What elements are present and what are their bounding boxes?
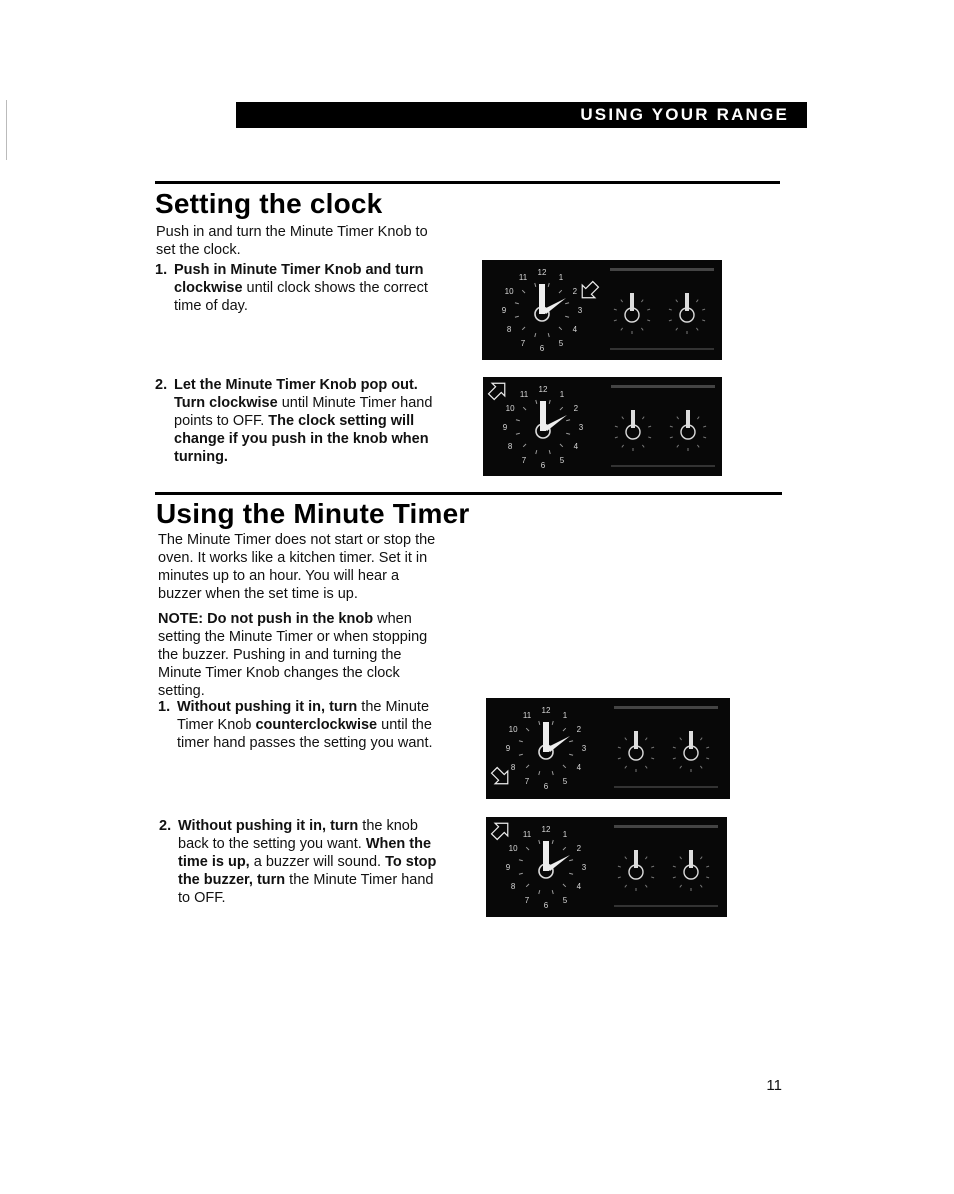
dial-tick xyxy=(539,771,540,775)
knob-tick xyxy=(706,758,709,759)
dial-tick xyxy=(563,765,566,768)
knob-tick xyxy=(618,758,621,759)
arrow-shape xyxy=(576,278,602,304)
clock-minute-hand xyxy=(543,415,567,431)
timer-intro-line: oven. It works like a kitchen timer. Set it in xyxy=(158,550,428,566)
step-bold: Turn clockwise xyxy=(174,395,278,411)
clock-dial-label: 11 xyxy=(519,390,529,400)
knob-tick xyxy=(625,857,627,859)
clock-dial-label: 9 xyxy=(501,306,507,315)
dial-tick xyxy=(515,303,519,304)
dial-tick xyxy=(552,721,553,725)
turn-arrow-icon xyxy=(485,377,511,403)
knob-tick xyxy=(669,309,672,310)
dial-tick xyxy=(565,303,569,304)
panel-label-strip xyxy=(614,786,718,788)
knob-tick xyxy=(669,320,672,321)
knob-tick xyxy=(696,328,698,330)
section-banner: USING YOUR RANGE xyxy=(236,102,807,128)
dial-tick xyxy=(526,884,529,887)
step-bold: Let the Minute Timer Knob pop out. xyxy=(174,377,418,393)
knob-tick xyxy=(700,738,702,740)
knob-tick xyxy=(647,309,650,310)
knob-tick xyxy=(697,445,699,447)
knob-tick xyxy=(615,437,618,438)
knob-tick xyxy=(673,866,676,867)
timer-step-2 xyxy=(159,817,468,907)
knob-tick xyxy=(677,417,679,419)
panel-label-strip xyxy=(614,706,718,709)
clock-dial-label: 8 xyxy=(510,763,516,772)
step-text: until Minute Timer hand xyxy=(277,395,433,411)
step-text: until clock shows the correct xyxy=(242,280,428,296)
timer-note xyxy=(158,610,458,700)
clock-dial-label: 5 xyxy=(562,895,568,905)
panel-drawing xyxy=(483,377,722,476)
clock-dial-label: 12 xyxy=(541,825,551,834)
dial-tick xyxy=(569,860,573,861)
knob-tick xyxy=(651,758,654,759)
dial-tick xyxy=(519,741,523,742)
knob-tick xyxy=(700,885,702,887)
knob-tick xyxy=(645,766,647,768)
clock-dial-label: 1 xyxy=(562,830,568,840)
step-bold: Push in Minute Timer Knob and turn xyxy=(174,262,424,278)
clock-dial-label: 7 xyxy=(520,338,526,348)
knob-tick xyxy=(622,417,624,419)
dial-tick xyxy=(523,444,526,447)
clock-dial-label: 3 xyxy=(581,863,587,872)
dial-tick xyxy=(539,840,540,844)
knob-tick xyxy=(702,309,705,310)
dial-tick xyxy=(515,316,519,317)
clock-dial-label: 7 xyxy=(521,455,527,465)
step-text: points to OFF. xyxy=(174,413,269,429)
step-bold: time is up, xyxy=(178,854,250,870)
knob-pointer xyxy=(686,410,690,428)
step-bold: When the xyxy=(365,836,432,852)
step-text: the Minute xyxy=(357,699,430,715)
clock-dial-label: 6 xyxy=(543,901,549,910)
clock-dial-label: 10 xyxy=(504,287,514,296)
panel-drawing xyxy=(482,260,722,360)
knob-tick xyxy=(614,309,617,310)
step-text: timer hand passes the setting you want. xyxy=(177,735,433,751)
knob-pointer xyxy=(634,850,638,868)
dial-tick xyxy=(519,873,523,874)
knob-tick xyxy=(703,437,706,438)
knob-tick xyxy=(614,320,617,321)
clock-dial-label: 7 xyxy=(524,895,530,905)
dial-tick xyxy=(548,283,549,287)
dial-tick xyxy=(523,407,526,410)
knob-tick xyxy=(641,328,643,330)
knob-tick xyxy=(641,300,643,302)
clock-dial-label: 5 xyxy=(559,455,565,465)
arrow-shape xyxy=(485,377,511,403)
dial-tick xyxy=(516,420,520,421)
clock-dial-label: 3 xyxy=(578,423,584,432)
control-panel-image xyxy=(482,260,722,360)
step-number: 2. xyxy=(155,377,168,393)
clock-minute-hand xyxy=(542,298,566,314)
clock-dial-label: 10 xyxy=(508,844,518,853)
panel-label-strip xyxy=(614,825,718,828)
dial-tick xyxy=(522,327,525,330)
section-rule-clock xyxy=(155,181,780,184)
dial-tick xyxy=(559,327,562,330)
step-bold: The clock setting will xyxy=(268,413,415,429)
dial-tick xyxy=(549,400,550,404)
knob-tick xyxy=(651,877,654,878)
step-text: to OFF. xyxy=(178,890,226,906)
dial-tick xyxy=(569,873,573,874)
knob-tick xyxy=(670,426,673,427)
knob-tick xyxy=(618,877,621,878)
dial-tick xyxy=(549,450,550,454)
knob-pointer xyxy=(689,850,693,868)
knob-tick xyxy=(621,328,623,330)
note-text: the buzzer. Pushing in and turning the xyxy=(158,647,402,663)
knob-tick xyxy=(621,300,623,302)
step-text: back to the setting you want. xyxy=(178,836,366,852)
clock-dial-label: 3 xyxy=(577,306,583,315)
dial-tick xyxy=(526,765,529,768)
section-title-clock: Setting the clock xyxy=(155,188,383,219)
turn-arrow-icon xyxy=(576,278,602,304)
dial-tick xyxy=(560,444,563,447)
panel-label-strip xyxy=(614,905,718,907)
clock-dial-label: 11 xyxy=(518,273,528,283)
clock-dial-label: 12 xyxy=(541,706,551,715)
knob-tick xyxy=(625,738,627,740)
knob-tick xyxy=(700,857,702,859)
timer-intro xyxy=(158,531,458,603)
knob-tick xyxy=(645,857,647,859)
clock-dial-label: 2 xyxy=(573,404,579,413)
clock-dial-label: 8 xyxy=(507,442,513,451)
panel-label-strip xyxy=(611,465,715,467)
panel-label-strip xyxy=(611,385,715,388)
step-bold: counterclockwise xyxy=(255,717,378,733)
step-bold: change if you push in the knob when xyxy=(174,431,429,447)
step-number: 2. xyxy=(159,818,172,834)
section-title-timer: Using the Minute Timer xyxy=(156,498,470,529)
knob-tick xyxy=(618,747,621,748)
knob-tick xyxy=(651,866,654,867)
control-panel-image xyxy=(486,698,730,799)
step-text: until the xyxy=(377,717,432,733)
dial-tick xyxy=(536,400,537,404)
clock-step-1 xyxy=(155,261,464,315)
note-text: Minute Timer Knob changes the clock xyxy=(158,665,400,681)
timer-intro-line: buzzer when the set time is up. xyxy=(158,586,358,602)
knob-tick xyxy=(647,320,650,321)
turn-arrow-icon xyxy=(488,817,514,843)
panel-label-strip xyxy=(610,268,714,271)
knob-tick xyxy=(676,328,678,330)
knob-tick xyxy=(645,738,647,740)
knob-tick xyxy=(706,866,709,867)
clock-intro-line1: Push in and turn the Minute Timer Knob to xyxy=(156,224,428,240)
clock-dial-label: 3 xyxy=(581,744,587,753)
step-text: a buzzer will sound. xyxy=(249,854,386,870)
dial-tick xyxy=(536,450,537,454)
step-bold: the buzzer, turn xyxy=(178,872,286,888)
step-bold: Without pushing it in, turn xyxy=(177,699,358,715)
step-number: 1. xyxy=(158,699,171,715)
dial-tick xyxy=(516,433,520,434)
timer-intro-line: minutes up to an hour. You will hear a xyxy=(158,568,400,584)
knob-tick xyxy=(702,320,705,321)
clock-intro xyxy=(156,223,456,259)
dial-tick xyxy=(552,771,553,775)
knob-tick xyxy=(648,426,651,427)
knob-tick xyxy=(703,426,706,427)
note-text: setting. xyxy=(158,683,205,699)
knob-tick xyxy=(670,437,673,438)
clock-dial-label: 11 xyxy=(522,830,532,840)
knob-pointer xyxy=(685,293,689,311)
timer-intro-line: The Minute Timer does not start or stop the xyxy=(158,532,436,548)
timer-step-1 xyxy=(158,698,467,752)
clock-dial-label: 6 xyxy=(543,782,549,791)
section-rule-timer xyxy=(155,492,782,495)
knob-pointer xyxy=(689,731,693,749)
dial-tick xyxy=(548,333,549,337)
dial-tick xyxy=(526,847,529,850)
knob-tick xyxy=(680,766,682,768)
dial-tick xyxy=(569,741,573,742)
clock-dial-label: 2 xyxy=(576,725,582,734)
knob-tick xyxy=(615,426,618,427)
clock-dial-label: 1 xyxy=(559,390,565,400)
knob-tick xyxy=(622,445,624,447)
knob-tick xyxy=(700,766,702,768)
dial-tick xyxy=(539,721,540,725)
knob-tick xyxy=(673,758,676,759)
clock-minute-hand xyxy=(546,736,570,752)
knob-tick xyxy=(642,445,644,447)
dial-tick xyxy=(563,847,566,850)
knob-pointer xyxy=(634,731,638,749)
step-text: the knob xyxy=(358,818,418,834)
clock-dial-label: 9 xyxy=(502,423,508,432)
dial-tick xyxy=(563,728,566,731)
clock-minute-hand xyxy=(546,855,570,871)
knob-tick xyxy=(642,417,644,419)
knob-pointer xyxy=(630,293,634,311)
clock-dial-label: 5 xyxy=(558,338,564,348)
clock-dial-label: 5 xyxy=(562,776,568,786)
dial-tick xyxy=(539,890,540,894)
clock-dial-label: 4 xyxy=(572,325,578,334)
note-text: setting the Minute Timer or when stopping xyxy=(158,629,428,645)
dial-tick xyxy=(565,316,569,317)
control-panel-image xyxy=(486,817,727,917)
clock-dial-label: 1 xyxy=(558,273,564,283)
knob-tick xyxy=(697,417,699,419)
clock-dial-label: 11 xyxy=(522,711,532,721)
step-text: time of day. xyxy=(174,298,248,314)
page-number: 11 xyxy=(766,1077,782,1094)
clock-dial-label: 10 xyxy=(505,404,515,413)
clock-dial-label: 8 xyxy=(506,325,512,334)
clock-dial-label: 1 xyxy=(562,711,568,721)
step-bold: turning. xyxy=(174,449,228,465)
dial-tick xyxy=(566,420,570,421)
knob-tick xyxy=(696,300,698,302)
step-bold: Without pushing it in, turn xyxy=(178,818,359,834)
knob-tick xyxy=(706,877,709,878)
dial-tick xyxy=(559,290,562,293)
knob-tick xyxy=(651,747,654,748)
control-panel-image xyxy=(483,377,722,476)
clock-dial-label: 7 xyxy=(524,776,530,786)
knob-tick xyxy=(677,445,679,447)
panel-drawing xyxy=(486,698,730,799)
clock-dial-label: 6 xyxy=(539,344,545,353)
clock-dial-label: 6 xyxy=(540,461,546,470)
dial-tick xyxy=(569,754,573,755)
knob-tick xyxy=(645,885,647,887)
clock-dial-label: 4 xyxy=(573,442,579,451)
clock-dial-label: 2 xyxy=(572,287,578,296)
clock-dial-label: 4 xyxy=(576,763,582,772)
dial-tick xyxy=(566,433,570,434)
knob-tick xyxy=(618,866,621,867)
panel-label-strip xyxy=(610,348,714,350)
clock-dial-label: 9 xyxy=(505,744,511,753)
knob-tick xyxy=(648,437,651,438)
knob-tick xyxy=(625,885,627,887)
dial-tick xyxy=(526,728,529,731)
dial-tick xyxy=(535,333,536,337)
dial-tick xyxy=(552,840,553,844)
clock-dial-label: 8 xyxy=(510,882,516,891)
knob-tick xyxy=(680,738,682,740)
dial-tick xyxy=(535,283,536,287)
dial-tick xyxy=(563,884,566,887)
step-bold: To stop xyxy=(385,854,437,870)
knob-tick xyxy=(673,747,676,748)
margin-mark xyxy=(6,100,7,160)
clock-dial-label: 10 xyxy=(508,725,518,734)
knob-tick xyxy=(676,300,678,302)
dial-tick xyxy=(519,754,523,755)
dial-tick xyxy=(552,890,553,894)
knob-pointer xyxy=(631,410,635,428)
knob-tick xyxy=(680,857,682,859)
panel-drawing xyxy=(486,817,727,917)
arrow-shape xyxy=(488,817,514,843)
step-text: the Minute Timer hand xyxy=(285,872,434,888)
dial-tick xyxy=(560,407,563,410)
knob-tick xyxy=(706,747,709,748)
note-text: when xyxy=(373,611,412,627)
clock-intro-line2: set the clock. xyxy=(156,242,241,258)
clock-dial-label: 12 xyxy=(538,385,548,394)
clock-dial-label: 2 xyxy=(576,844,582,853)
knob-tick xyxy=(625,766,627,768)
clock-dial-label: 9 xyxy=(505,863,511,872)
clock-dial-label: 4 xyxy=(576,882,582,891)
step-text: Timer Knob xyxy=(177,717,256,733)
clock-dial-label: 12 xyxy=(537,268,547,277)
knob-tick xyxy=(673,877,676,878)
dial-tick xyxy=(522,290,525,293)
note-bold: NOTE: Do not push in the knob xyxy=(158,611,374,627)
dial-tick xyxy=(519,860,523,861)
knob-tick xyxy=(680,885,682,887)
step-number: 1. xyxy=(155,262,168,278)
clock-step-2 xyxy=(155,376,464,466)
step-bold: clockwise xyxy=(174,280,243,296)
